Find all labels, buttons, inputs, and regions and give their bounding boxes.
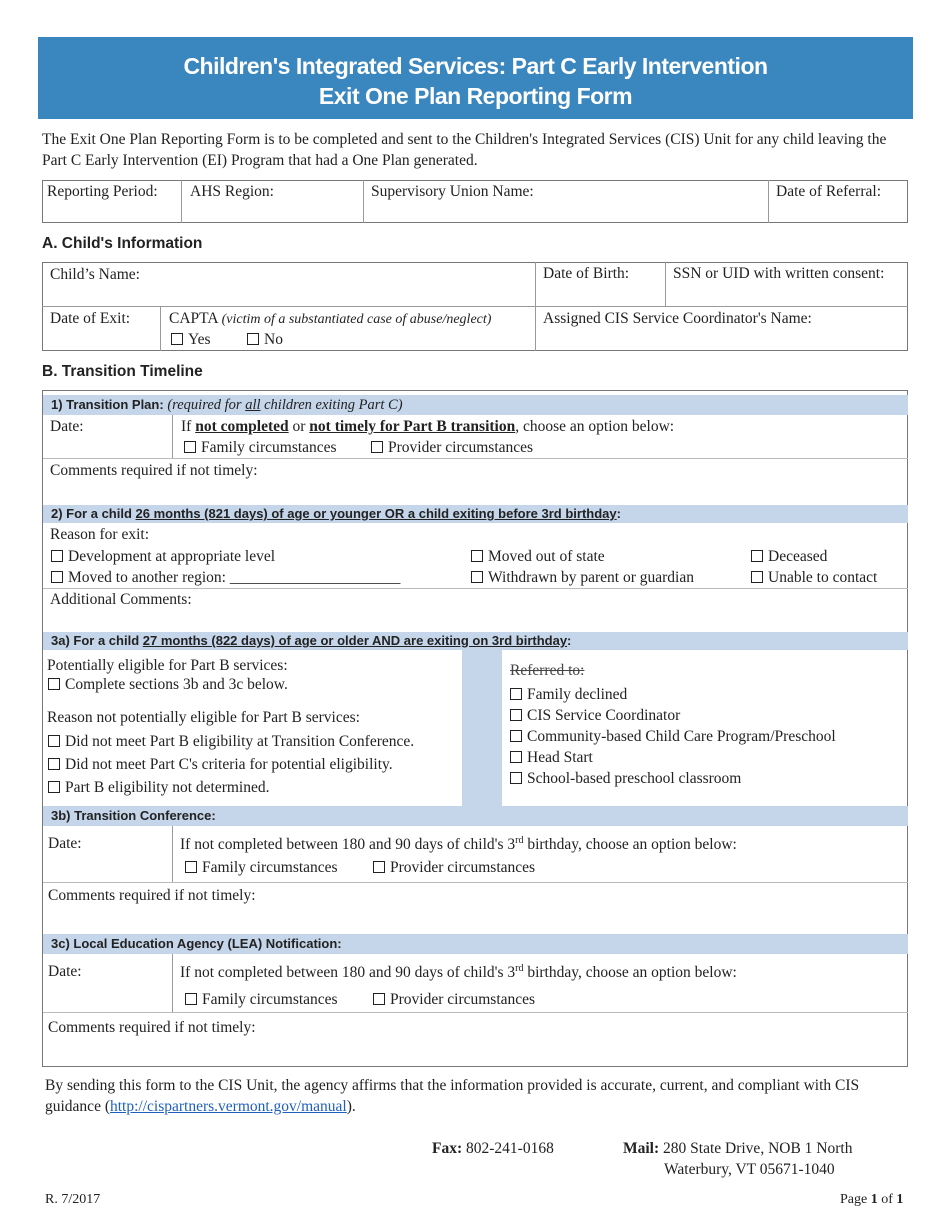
section-2-header: 2) For a child 26 months (821 days) of age or younger OR a child exiting before 3rd birthday: — [43, 505, 908, 523]
form-title-line2: Exit One Plan Reporting Form — [318, 83, 633, 109]
section-a-title: A. Child's Information — [42, 235, 203, 252]
form-header — [38, 37, 913, 119]
checkbox-icon[interactable] — [510, 772, 522, 784]
form-title-line1: Children's Integrated Services: Part C Early Intervention — [183, 53, 768, 79]
section-3a-header: 3a) For a child 27 months (822 days) of age or older AND are exiting on 3rd birthday: — [43, 632, 908, 650]
checkbox-icon[interactable] — [510, 688, 522, 700]
checkbox-icon[interactable] — [471, 550, 483, 562]
checkbox-icon[interactable] — [751, 571, 763, 583]
cis-coordinator-field[interactable]: Assigned CIS Service Coordinator's Name: — [543, 310, 812, 327]
date-of-referral-field[interactable]: Date of Referral: — [776, 183, 881, 200]
exit-withdrawn-option[interactable]: Withdrawn by parent or guardian — [471, 569, 694, 587]
checkbox-icon[interactable] — [51, 571, 63, 583]
revision-date: R. 7/2017 — [45, 1192, 101, 1207]
checkbox-icon[interactable] — [510, 730, 522, 742]
exit-development-option[interactable]: Development at appropriate level — [51, 548, 275, 566]
intro-text: The Exit One Plan Reporting Form is to be completed and sent to the Children's Integrated Services (CIS) Unit for any child leaving the Part C Early Intervention (EI) Program that had a One Plan generated. — [42, 131, 887, 169]
transition-plan-instruction: If not completed or not timely for Part B transition, choose an option below: — [181, 418, 675, 435]
section-b-title: B. Transition Timeline — [42, 363, 203, 380]
eligibility-not-determined-option[interactable]: Part B eligibility not determined. — [48, 779, 269, 797]
referred-community-childcare-option[interactable]: Community-based Child Care Program/Preschool — [510, 728, 836, 746]
conference-date-field[interactable]: Date: — [48, 835, 82, 852]
date-of-birth-field[interactable]: Date of Birth: — [543, 265, 630, 282]
exit-unable-to-contact-option[interactable]: Unable to contact — [751, 569, 877, 587]
mail-info-line2: Waterbury, VT 05671-1040 — [664, 1161, 835, 1178]
affirmation-text: By sending this form to the CIS Unit, the agency affirms that the information provided is accurate, current, and compliant with CIS guidance (http://cispartners.vermont.gov/manual). — [45, 1077, 860, 1115]
referred-family-declined-option[interactable]: Family declined — [510, 686, 627, 704]
section-3b-header: 3b) Transition Conference: — [43, 806, 908, 826]
checkbox-icon[interactable] — [171, 333, 183, 345]
reporting-period-field[interactable]: Reporting Period: — [47, 183, 158, 200]
referred-school-preschool-option[interactable]: School-based preschool classroom — [510, 770, 741, 788]
ssn-uid-field[interactable]: SSN or UID with written consent: — [673, 265, 885, 282]
not-meet-part-c-option[interactable]: Did not meet Part C's criteria for potential eligibility. — [48, 756, 393, 774]
referred-head-start-option[interactable]: Head Start — [510, 749, 593, 767]
fax-info: Fax: 802-241-0168 — [432, 1140, 554, 1157]
tp-comments-field[interactable]: Comments required if not timely: — [50, 462, 258, 479]
tp-provider-circumstances-option[interactable]: Provider circumstances — [371, 439, 533, 457]
checkbox-icon[interactable] — [185, 861, 197, 873]
capta-label: CAPTA (victim of a substantiated case of abuse/neglect) — [169, 310, 492, 327]
checkbox-icon[interactable] — [510, 751, 522, 763]
referred-to-label: Referred to: — [510, 662, 585, 679]
tc-family-circumstances-option[interactable]: Family circumstances — [185, 859, 338, 877]
cis-manual-link[interactable]: http://cispartners.vermont.gov/manual — [109, 1098, 347, 1115]
section-3c-header: 3c) Local Education Agency (LEA) Notification: — [43, 934, 908, 954]
mail-info: Mail: 280 State Drive, NOB 1 North — [623, 1140, 853, 1157]
checkbox-icon[interactable] — [471, 571, 483, 583]
checkbox-icon[interactable] — [48, 678, 60, 690]
capta-no-option[interactable]: No — [247, 331, 283, 349]
lea-provider-circumstances-option[interactable]: Provider circumstances — [373, 991, 535, 1009]
reason-for-exit-label: Reason for exit: — [50, 526, 150, 543]
checkbox-icon[interactable] — [247, 333, 259, 345]
exit-moved-out-of-state-option[interactable]: Moved out of state — [471, 548, 605, 566]
exit-moved-region-option[interactable]: Moved to another region: ______________________ — [51, 569, 400, 587]
checkbox-icon[interactable] — [371, 441, 383, 453]
supervisory-union-field[interactable]: Supervisory Union Name: — [371, 183, 534, 200]
potentially-eligible-label: Potentially eligible for Part B services: — [47, 657, 288, 674]
ahs-region-field[interactable]: AHS Region: — [190, 183, 274, 200]
checkbox-icon[interactable] — [373, 861, 385, 873]
checkbox-icon[interactable] — [184, 441, 196, 453]
checkbox-icon[interactable] — [48, 758, 60, 770]
checkbox-icon[interactable] — [373, 993, 385, 1005]
referred-cis-coordinator-option[interactable]: CIS Service Coordinator — [510, 707, 680, 725]
checkbox-icon[interactable] — [51, 550, 63, 562]
transition-plan-header: 1) Transition Plan: (required for all children exiting Part C) — [43, 395, 908, 415]
child-name-field[interactable]: Child’s Name: — [50, 266, 140, 283]
lea-instruction: If not completed between 180 and 90 days of child's 3rd birthday, choose an option below: — [180, 963, 737, 982]
additional-comments-field[interactable]: Additional Comments: — [50, 591, 192, 608]
not-eligible-reason-label: Reason not potentially eligible for Part B services: — [47, 709, 360, 726]
exit-deceased-option[interactable]: Deceased — [751, 548, 827, 566]
lea-comments-field[interactable]: Comments required if not timely: — [48, 1019, 256, 1036]
checkbox-icon[interactable] — [48, 781, 60, 793]
checkbox-icon[interactable] — [510, 709, 522, 721]
section-3a-divider — [462, 650, 502, 806]
lea-date-field[interactable]: Date: — [48, 963, 82, 980]
complete-3b-3c-option[interactable]: Complete sections 3b and 3c below. — [48, 676, 288, 694]
tc-provider-circumstances-option[interactable]: Provider circumstances — [373, 859, 535, 877]
not-meet-part-b-option[interactable]: Did not meet Part B eligibility at Transition Conference. — [48, 733, 414, 751]
tp-family-circumstances-option[interactable]: Family circumstances — [184, 439, 337, 457]
checkbox-icon[interactable] — [185, 993, 197, 1005]
checkbox-icon[interactable] — [48, 735, 60, 747]
conference-instruction: If not completed between 180 and 90 days of child's 3rd birthday, choose an option below: — [180, 835, 737, 854]
date-of-exit-field[interactable]: Date of Exit: — [50, 310, 131, 327]
tc-comments-field[interactable]: Comments required if not timely: — [48, 887, 256, 904]
lea-family-circumstances-option[interactable]: Family circumstances — [185, 991, 338, 1009]
capta-yes-option[interactable]: Yes — [171, 331, 211, 349]
transition-plan-date-field[interactable]: Date: — [50, 418, 84, 435]
checkbox-icon[interactable] — [751, 550, 763, 562]
page-number: Page 1 of 1 — [840, 1192, 904, 1207]
